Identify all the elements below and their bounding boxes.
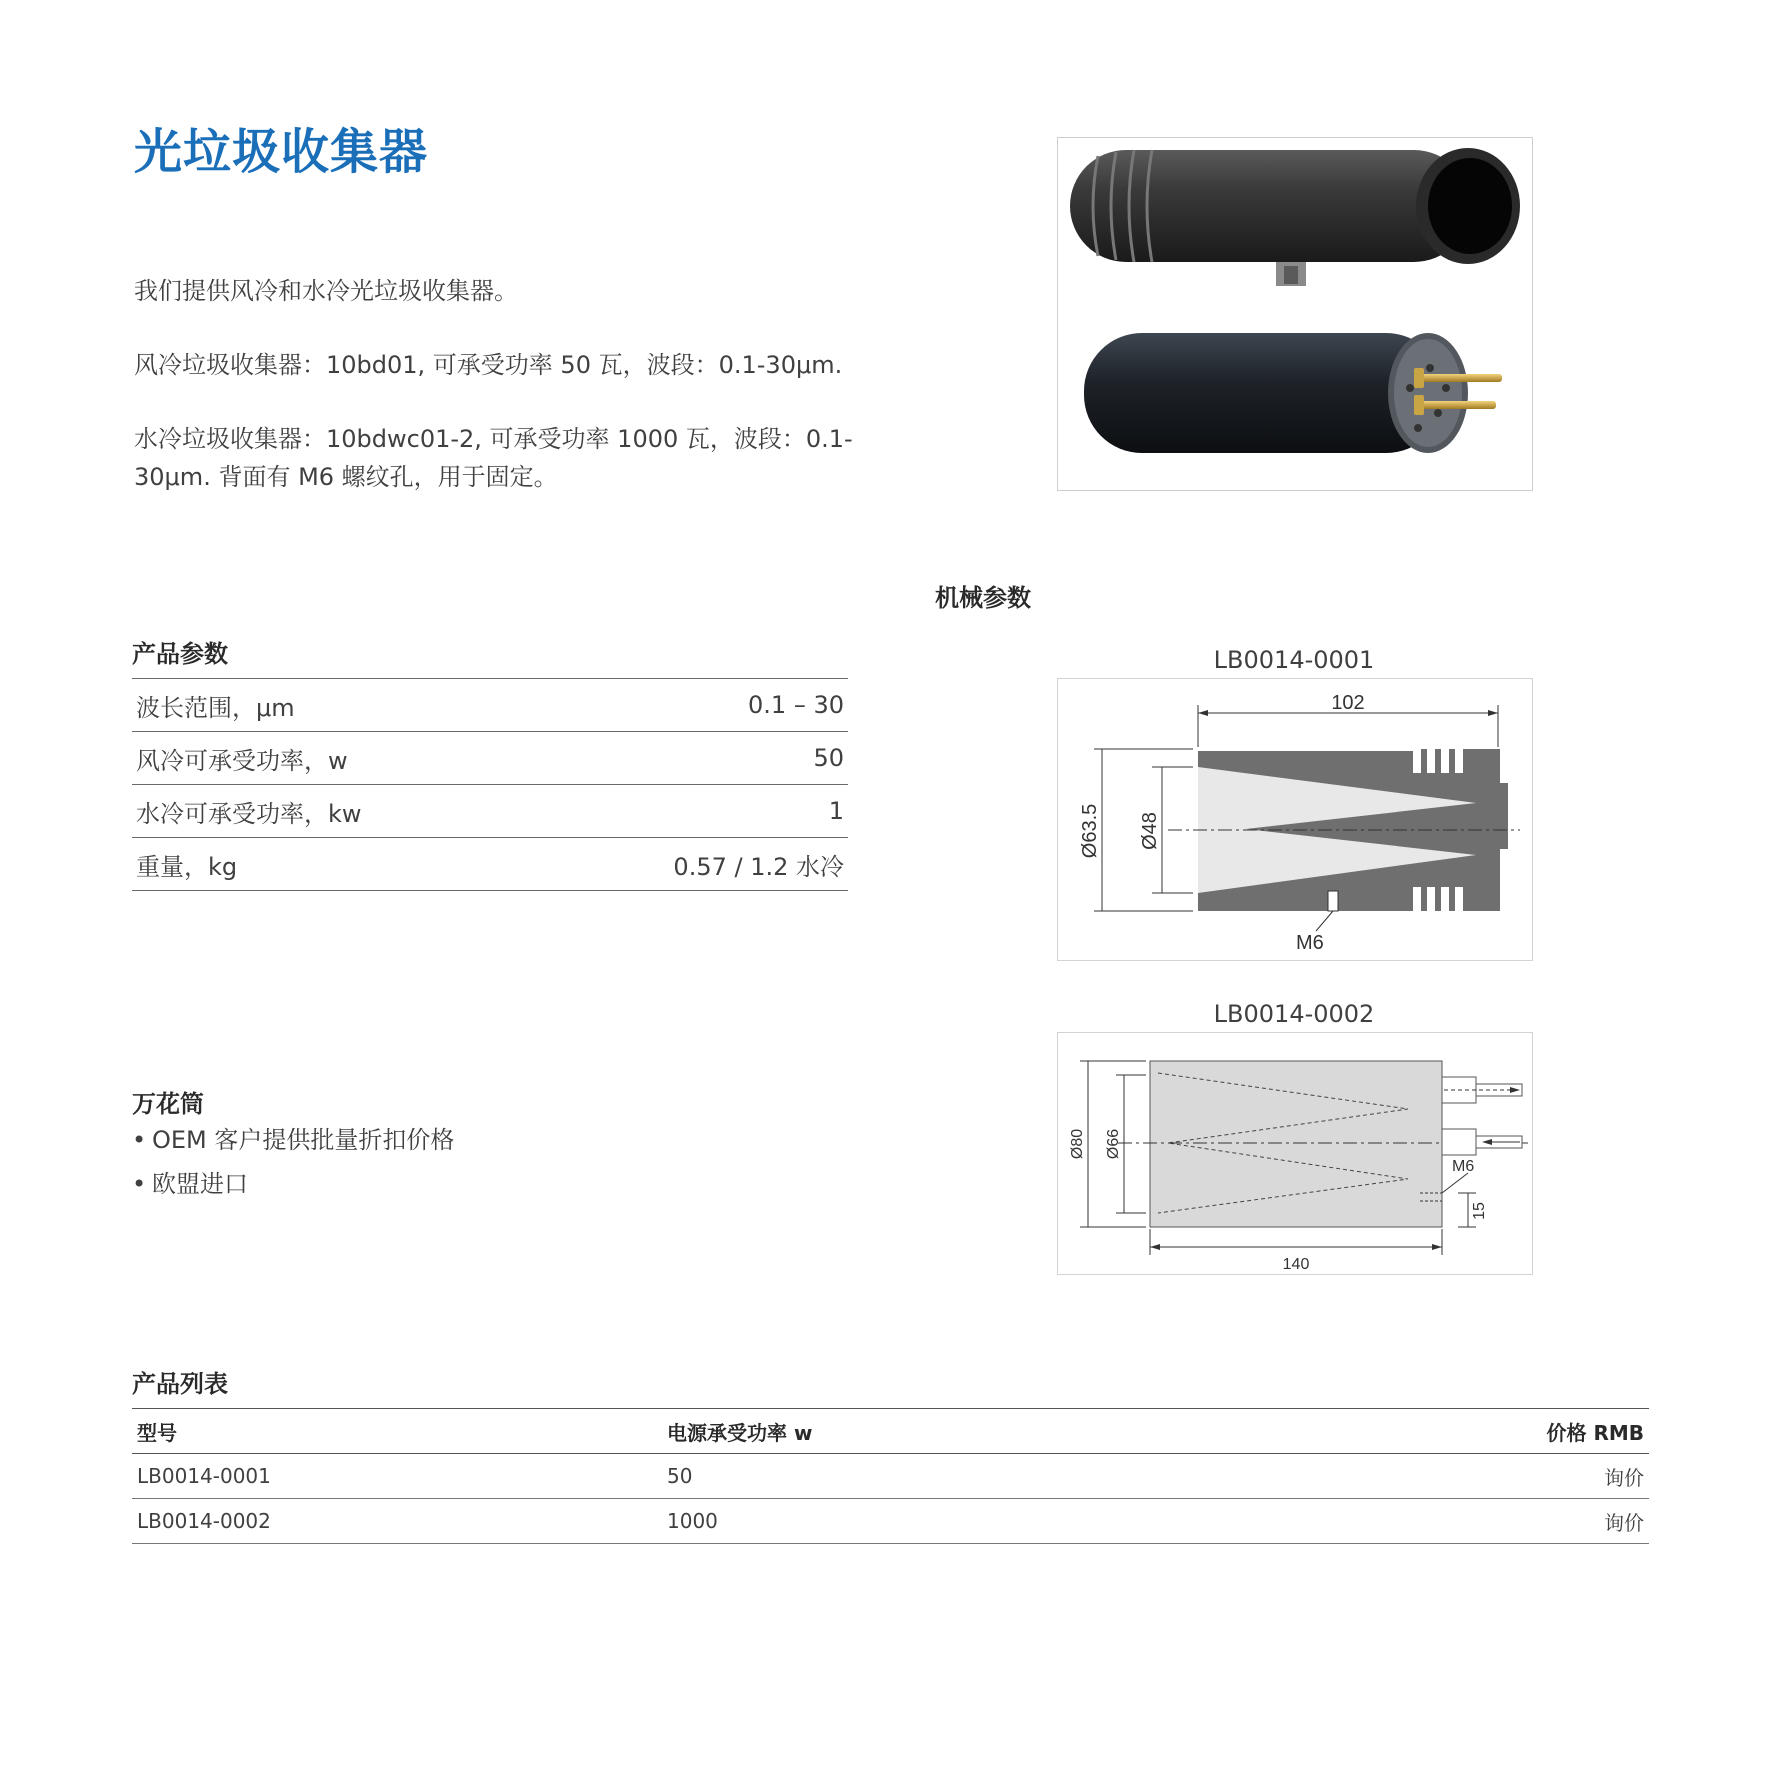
table-row [132,679,848,732]
table-row [132,1499,1649,1544]
list-item-text: 欧盟进口 [152,1170,248,1198]
cell-power: 1000 [662,1499,1245,1544]
intro-paragraph: 我们提供风冷和水冷光垃圾收集器。 [134,277,518,305]
column-header-model: 型号 [132,1409,662,1454]
table-header-row [132,1409,1649,1454]
list-item [132,1162,454,1206]
cell-model: LB0014-0002 [132,1499,662,1544]
table-row [132,838,848,891]
table-row [132,732,848,785]
drawing-lb0014-0002 [1057,1032,1533,1275]
beam-dump-photo-illustration [1058,138,1532,490]
drawing-caption-lb0014-0001: LB0014-0001 [1213,646,1375,674]
intro-paragraph: 风冷垃圾收集器：10bd01, 可承受功率 50 瓦，波段：0.1-30μm. [134,351,843,379]
param-label: 波长范围，μm [132,679,538,732]
technical-drawing-2 [1058,1033,1532,1274]
thread-label: M6 [1452,1158,1475,1175]
dim-offset-label: 15 [1471,1202,1488,1220]
product-params-table [132,678,848,891]
page-title: 光垃圾收集器 [134,124,429,180]
table-row [132,1454,1649,1499]
bullet-icon: • [132,1126,147,1154]
param-value: 0.57 / 1.2 水冷 [538,838,848,891]
column-header-price: 价格 RMB [1245,1409,1649,1454]
list-item [132,1118,454,1162]
param-label: 重量，kg [132,838,538,891]
cell-price: 询价 [1245,1499,1649,1544]
product-list-table [132,1408,1649,1544]
dim-outer-diameter-label: Ø80 [1069,1128,1086,1160]
cell-price: 询价 [1245,1454,1649,1499]
dim-outer-diameter-label: Ø63.5 [1079,803,1101,859]
dim-inner-diameter-label: Ø66 [1105,1128,1122,1160]
intro-text [134,272,864,532]
bullet-icon: • [132,1170,147,1198]
table-row [132,785,848,838]
mechanical-params-heading: 机械参数 [935,584,1031,612]
dim-length-label: 102 [1331,692,1365,714]
intro-paragraph: 水冷垃圾收集器：10bdwc01-2, 可承受功率 1000 瓦，波段：0.1-30μm. 背面有 M6 螺纹孔，用于固定。 [134,425,853,491]
param-value: 1 [538,785,848,838]
thread-label: M6 [1296,932,1324,954]
param-value: 0.1 – 30 [538,679,848,732]
dim-inner-diameter-label: Ø48 [1139,812,1161,850]
feature-list [132,1118,454,1206]
product-list-heading: 产品列表 [132,1370,228,1398]
param-label: 水冷可承受功率，kw [132,785,538,838]
param-label: 风冷可承受功率，w [132,732,538,785]
cell-model: LB0014-0001 [132,1454,662,1499]
param-value: 50 [538,732,848,785]
column-header-power: 电源承受功率 w [662,1409,1245,1454]
list-item-text: OEM 客户提供批量折扣价格 [152,1126,455,1154]
product-photo [1057,137,1533,491]
dim-length-label: 140 [1282,1256,1310,1273]
product-params-heading: 产品参数 [132,640,228,668]
drawing-caption-lb0014-0002: LB0014-0002 [1213,1000,1375,1028]
kaleidoscope-heading: 万花筒 [132,1090,204,1118]
technical-drawing-1 [1058,679,1532,960]
drawing-lb0014-0001 [1057,678,1533,961]
cell-power: 50 [662,1454,1245,1499]
